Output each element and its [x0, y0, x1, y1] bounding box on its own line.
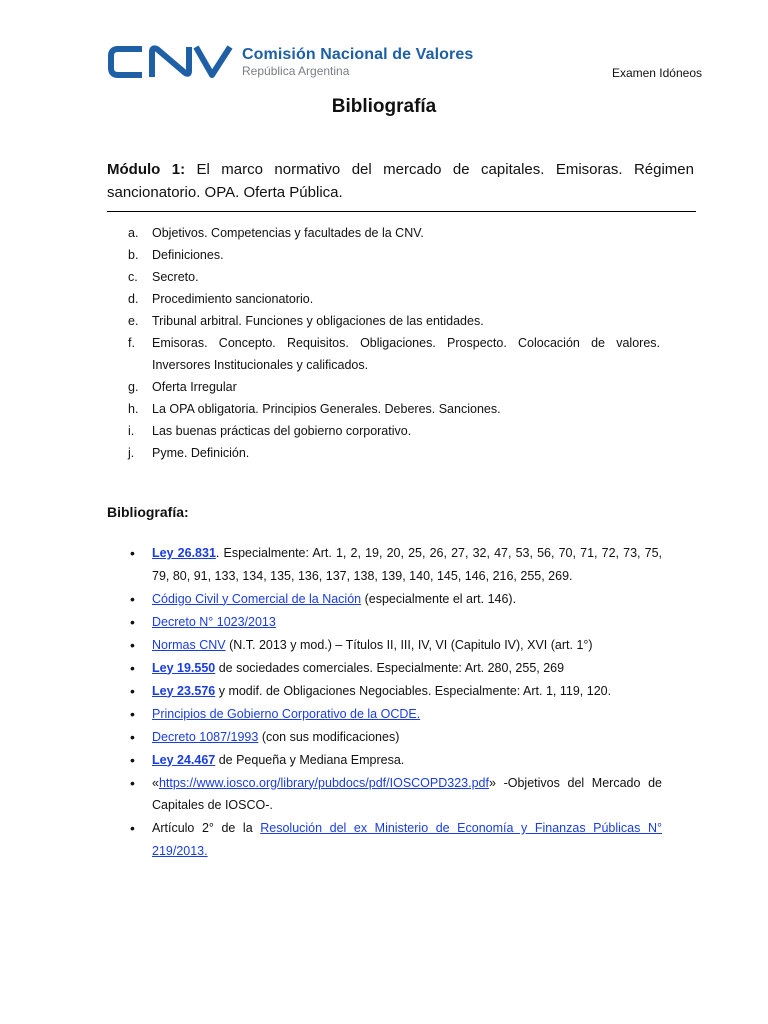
bullet-icon: • — [130, 613, 135, 630]
list-item-label: i. — [128, 424, 135, 438]
reference-link-ley-23576[interactable]: Ley 23.576 — [152, 683, 216, 698]
reference-suffix: (con sus modificaciones) — [258, 729, 400, 744]
list-item-text: Objetivos. Competencias y facultades de la CNV. — [152, 226, 424, 240]
reference-link-codigo-civil[interactable]: Código Civil y Comercial de la Nación — [152, 591, 362, 606]
reference-suffix: (N.T. 2013 y mod.) – Títulos II, III, IV, VI (Capitulo IV), XVI (art. 1°) — [225, 637, 593, 652]
reference-link-normas-cnv[interactable]: Normas CNV — [152, 637, 226, 652]
list-item-label: g. — [128, 380, 139, 394]
list-item-label: j. — [128, 446, 135, 460]
bullet-icon: • — [130, 820, 135, 836]
reference-link-ocde[interactable]: Principios de Gobierno Corporativo de la OCDE. — [152, 706, 421, 721]
cnv-logo — [108, 44, 473, 80]
list-item-text: Tribunal arbitral. Funciones y obligaciones de las entidades. — [152, 314, 484, 328]
list-item-label: c. — [128, 270, 138, 284]
list-item-text: Procedimiento sancionatorio. — [152, 292, 314, 306]
reference-item — [107, 657, 662, 680]
reference-item — [107, 542, 662, 587]
bullet-icon: • — [130, 774, 135, 791]
org-name: Comisión Nacional de Valores — [242, 46, 474, 63]
reference-suffix: . Especialmente: Art. 1, 2, 19, 20, 25, 26, 27, 32, 47, 53, 56, 70, 71, 72, 73, 75, 79, 80, 91, 133, 134, 135, 136, 137, 138, 139, 140, 145, 146, 216, 255, 269. — [152, 546, 663, 583]
module-label: Módulo 1: — [107, 161, 186, 178]
reference-suffix: (especialmente el art. 146). — [361, 591, 517, 606]
reference-link-ley-26831[interactable]: Ley 26.831 — [152, 546, 216, 560]
divider — [107, 211, 696, 212]
list-item-label: d. — [128, 292, 139, 306]
list-item-text: Emisoras. Concepto. Requisitos. Obligaciones. Prospecto. Colocación de valores. Inversores Institucionales y calificados. — [152, 336, 660, 372]
list-item — [107, 222, 660, 244]
list-item — [107, 266, 660, 288]
bullet-icon: • — [130, 590, 135, 607]
bibliography-heading: Bibliografía: — [107, 504, 189, 520]
list-item-text: Definiciones. — [152, 248, 224, 262]
list-item — [107, 310, 660, 332]
list-item-text: Pyme. Definición. — [152, 446, 250, 460]
list-item — [107, 420, 660, 442]
reference-link-iosco[interactable]: https://www.iosco.org/library/pubdocs/pdf/IOSCOPD323.pdf — [158, 775, 489, 790]
reference-link-resolucion-219[interactable]: Resolución del ex Ministerio de Economía y Finanzas Públicas N° 219/2013. — [152, 821, 662, 858]
list-item-label: e. — [128, 314, 139, 328]
bullet-icon: • — [130, 545, 135, 561]
page-header — [108, 44, 708, 84]
cnv-logo-mark — [108, 44, 234, 80]
list-item-label: b. — [128, 248, 139, 262]
module-text: El marco normativo del mercado de capitales. Emisoras. Régimen sancionatorio. OPA. Oferta Pública. — [107, 161, 694, 201]
list-item-label: h. — [128, 402, 139, 416]
reference-suffix: de sociedades comerciales. Especialmente: Art. 280, 255, 269 — [215, 660, 565, 675]
reference-item — [107, 749, 662, 772]
reference-link-ley-19550[interactable]: Ley 19.550 — [152, 660, 216, 675]
page-title: Bibliografía — [331, 96, 437, 117]
topics-list — [107, 222, 660, 464]
references-list — [107, 542, 662, 863]
list-item — [107, 244, 660, 266]
bullet-icon: • — [130, 705, 135, 722]
list-item-text: La OPA obligatoria. Principios Generales. Deberes. Sanciones. — [152, 402, 501, 416]
list-item — [107, 288, 660, 310]
list-item — [107, 376, 660, 398]
bullet-icon: • — [130, 659, 135, 676]
reference-item — [107, 634, 662, 657]
reference-item — [107, 817, 662, 862]
module-heading — [107, 158, 694, 204]
list-item-text: Oferta Irregular — [152, 380, 237, 394]
reference-prefix: Artículo 2° de la — [152, 821, 261, 835]
list-item-label: a. — [128, 226, 139, 240]
org-country: República Argentina — [242, 64, 350, 78]
exam-label: Examen Idóneos — [611, 66, 702, 80]
list-item — [107, 442, 660, 464]
list-item — [107, 398, 660, 420]
bullet-icon: • — [130, 682, 135, 699]
reference-suffix: y modif. de Obligaciones Negociables. Especialmente: Art. 1, 119, 120. — [215, 683, 612, 698]
list-item-text: Secreto. — [152, 270, 199, 284]
list-item-text: Las buenas prácticas del gobierno corporativo. — [152, 424, 412, 438]
list-item-label: f. — [128, 336, 135, 350]
bullet-icon: • — [130, 728, 135, 745]
list-item — [107, 332, 660, 376]
reference-link-decreto-1087[interactable]: Decreto 1087/1993 — [152, 729, 259, 744]
reference-suffix: » -Objetivos del Mercado de Capitales de IOSCO-. — [152, 775, 662, 812]
bullet-icon: • — [130, 636, 135, 653]
reference-suffix: de Pequeña y Mediana Empresa. — [215, 752, 405, 767]
bullet-icon: • — [130, 751, 135, 768]
reference-item — [107, 772, 662, 817]
reference-item — [107, 680, 662, 703]
reference-link-decreto-1023[interactable]: Decreto N° 1023/2013 — [152, 614, 276, 629]
reference-item — [107, 703, 662, 726]
reference-item — [107, 726, 662, 749]
reference-item — [107, 588, 662, 611]
reference-link-ley-24467[interactable]: Ley 24.467 — [152, 752, 216, 767]
reference-prefix: « — [152, 775, 159, 790]
reference-item — [107, 611, 662, 634]
